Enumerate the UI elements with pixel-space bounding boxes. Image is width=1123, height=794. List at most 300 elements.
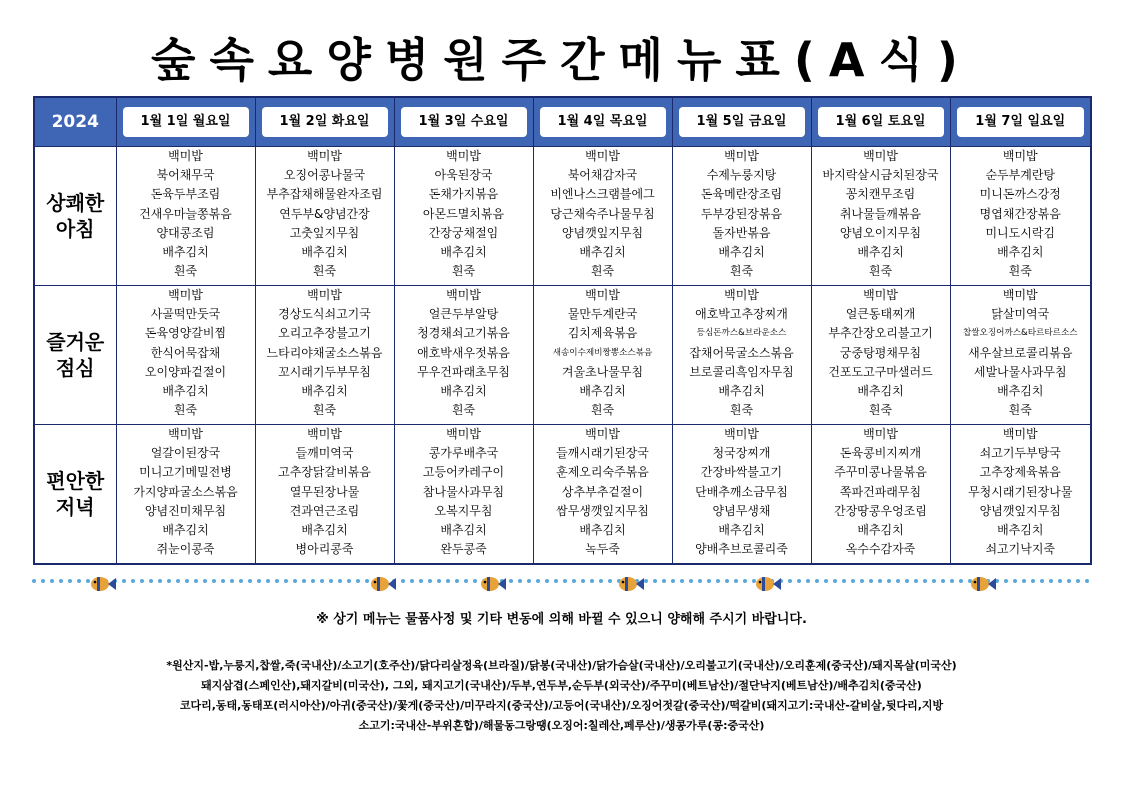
menu-item: 간장바싹불고기 [700,465,783,480]
bubble-dot [536,579,540,583]
bubble-dot [833,579,837,583]
menu-item: 느타리야채굴소스볶음 [266,345,383,360]
bubble-dot [518,579,522,583]
menu-item: 녹두죽 [585,542,620,557]
menu-item: 청경채쇠고기볶음 [417,326,510,341]
bubble-fish-decoration [30,572,1094,596]
fish-icon [91,577,116,591]
menu-item: 한식어묵잡채 [150,345,221,360]
menu-cell [533,286,672,425]
menu-item: 궁중탕평채무침 [839,345,922,360]
bubble-dot [941,579,945,583]
menu-cell [255,286,394,425]
menu-item: 흰죽 [312,403,337,418]
menu-item: 배추김치 [579,384,626,399]
menu-item: 애호박고추장찌개 [695,307,788,322]
bubble-dot [194,579,198,583]
bubble-dot [158,579,162,583]
menu-item: 비엔나스크램블에그 [550,187,655,202]
bubble-dot [464,579,468,583]
menu-cell [672,286,811,425]
menu-item: 단배추깨소금무침 [695,484,788,499]
menu-item: 흰죽 [1008,403,1032,418]
menu-item: 고추장제육볶음 [979,465,1061,480]
menu-item: 고추장닭갈비볶음 [278,465,371,480]
menu-item: 백미밥 [585,427,620,441]
menu-item: 백미밥 [585,288,620,302]
bubble-dot [644,579,648,583]
menu-item: 양념깻잎지무침 [561,225,644,240]
menu-item: 백미밥 [1002,427,1038,441]
menu-cell [811,147,950,286]
bubble-dot [896,579,900,583]
bubble-dot [689,579,693,583]
menu-item: 백미밥 [168,149,203,163]
bubble-dot [743,579,747,583]
bubble-dot [446,579,450,583]
bubble-dot [806,579,810,583]
bubble-dot [122,579,126,583]
menu-item: 고춧잎지무침 [289,225,360,240]
menu-item: 양념오이지무침 [839,225,922,240]
menu-cell [811,286,950,425]
bubble-dot [86,579,90,583]
menu-item: 새우살브로콜리볶음 [968,345,1073,360]
menu-item: 꼬시래기두부무침 [278,364,371,379]
menu-item: 닭살미역국 [991,307,1050,322]
menu-item: 배추김치 [579,523,626,538]
bubble-dot [221,579,225,583]
menu-item: 들깨시래기된장국 [556,446,649,461]
meal-row [34,286,1091,425]
menu-item: 돈채가지볶음 [428,187,499,202]
bubble-dot [131,579,135,583]
menu-cell [950,425,1091,565]
bubble-dot [797,579,801,583]
bubble-dot [347,579,351,583]
menu-item: 물만두계란국 [567,307,638,322]
bubble-dot [185,579,189,583]
bubble-dot [302,579,306,583]
bubble-dot [284,579,288,583]
menu-item: 간장궁채절임 [428,225,499,240]
date-header-row [34,97,1091,147]
menu-item: 백미밥 [724,427,759,441]
menu-item: 배추김치 [301,384,348,399]
menu-item: 열무된장나물 [289,484,360,499]
day-label: 1월 7일 일요일 [957,107,1085,137]
bubble-dot [680,579,684,583]
menu-item: 꽁치캔무조림 [845,187,916,202]
bubble-dot [950,579,954,583]
bubble-dot [68,579,72,583]
menu-item: 오리고추장불고기 [278,326,371,341]
menu-item: 부추잡채해물완자조림 [266,187,383,202]
menu-item: 배추김치 [718,523,765,538]
origin-line: 코다리,동태,동태포(러시아산)/아귀(중국산)/꽃게(중국산)/미꾸라지(중국산)/고등어(국내산)/오징어젓갈(중국산)/떡갈비(돼지고기:국내산-갈비살,뒷다리,지방 [179,699,944,712]
bubble-dot [653,579,657,583]
menu-item: 쪽파건파래무침 [839,484,922,499]
meal-label [34,425,116,565]
bubble-dot [905,579,909,583]
menu-item: 흰죽 [868,264,893,279]
menu-item: 경상도식쇠고기국 [278,307,371,322]
menu-cell [116,286,255,425]
menu-item: 쇠고기두부탕국 [979,446,1061,461]
bubble-dot [311,579,315,583]
day-label: 1월 3일 수요일 [401,107,527,137]
menu-item: 취나물들깨볶음 [839,206,922,221]
day-header [950,97,1091,147]
bubble-dot [878,579,882,583]
bubble-dot [212,579,216,583]
bubble-dot [887,579,891,583]
menu-item: 양념무생채 [712,503,771,518]
menu-item: 브로콜리흑임자무침 [689,364,794,379]
meal-label-line: 즐거운 [46,330,105,354]
menu-item: 오징어콩나물국 [283,168,366,183]
menu-item: 돈육메란장조림 [700,187,783,202]
bubble-dot [545,579,549,583]
weekly-menu-table [33,96,1092,565]
menu-item: 사골떡만둣국 [150,307,221,322]
menu-item: 백미밥 [724,149,759,163]
menu-item: 백미밥 [307,427,342,441]
menu-item: 등심돈까스&브라운소스 [696,328,787,339]
menu-item: 흰죽 [590,264,615,279]
menu-item: 세발나물사과무침 [973,364,1067,379]
bubble-dot [851,579,855,583]
meal-label-line: 점심 [55,356,95,380]
menu-item: 오이양파겉절이 [144,364,227,379]
day-label: 1월 4일 목요일 [540,107,666,137]
menu-item: 겨울초나물무침 [561,364,644,379]
menu-item: 흰죽 [729,264,754,279]
menu-body [34,147,1091,565]
day-header [116,97,255,147]
menu-item: 배추김치 [579,245,626,260]
bubble-dot [788,579,792,583]
menu-item: 배추김치 [857,245,904,260]
menu-item: 쥐눈이콩죽 [156,542,215,557]
menu-item: 흰죽 [312,264,337,279]
bubble-dot [437,579,441,583]
day-label: 1월 2일 화요일 [262,107,388,137]
bubble-dot [752,579,756,583]
menu-item: 김치제육볶음 [567,326,638,341]
bubble-dot [725,579,729,583]
menu-item: 배추김치 [162,523,209,538]
menu-item: 백미밥 [446,427,481,441]
bubble-dot [77,579,81,583]
menu-item: 새송이수제비짱뽕소스볶음 [552,347,653,358]
bubble-dot [671,579,675,583]
menu-item: 건새우마늘쫑볶음 [139,206,232,221]
menu-item: 아몬드멸치볶음 [422,206,505,221]
menu-cell [255,147,394,286]
meal-label-line: 편안한 [46,469,105,493]
menu-item: 백미밥 [446,288,481,302]
bubble-dot [527,579,531,583]
menu-cell [950,147,1091,286]
bubble-dot [410,579,414,583]
menu-item: 백미밥 [307,288,342,302]
menu-item: 배추김치 [718,384,765,399]
bubble-dots [32,579,1089,583]
bubble-dot [1067,579,1071,583]
bubble-dot [338,579,342,583]
bubble-dot [1049,579,1053,583]
bubble-dot [1058,579,1062,583]
menu-item: 배추김치 [440,245,487,260]
menu-item: 돈육영양갈비찜 [144,326,227,341]
menu-item: 배추김치 [997,245,1044,260]
bubble-dot [815,579,819,583]
bubble-dot [572,579,576,583]
bubble-dot [734,579,738,583]
menu-item: 돌자반볶음 [712,225,771,240]
menu-item: 미니돈까스강정 [979,187,1061,202]
bubble-dot [959,579,963,583]
menu-item: 양념진미채무침 [144,503,227,518]
menu-item: 흰죽 [1008,264,1032,279]
bubble-dot [590,579,594,583]
menu-item: 백미밥 [863,427,898,441]
menu-item: 돈육콩비지찌개 [839,446,922,461]
meal-label [34,286,116,425]
day-header [255,97,394,147]
menu-item: 훈제오리숙주볶음 [556,465,649,480]
fish-icon [756,577,781,591]
origin-line: 돼지삼겹(스페인산),돼지갈비(미국산), 그외, 돼지고기(국내산)/두부,연두부,순두부(외국산)/주꾸미(베트남산)/절단낙지(베트남산)/배추김치(중국산) [201,679,922,692]
fish-icon [371,577,396,591]
day-label: 1월 1일 월요일 [123,107,249,137]
menu-item: 배추김치 [718,245,765,260]
bubble-dot [698,579,702,583]
menu-cell [533,147,672,286]
menu-item: 미니고기메밀전병 [139,465,232,480]
menu-item: 두부강된장볶음 [700,206,783,221]
bubble-dot [41,579,45,583]
bubble-dot [1031,579,1035,583]
bubble-dot [563,579,567,583]
bubble-dot [662,579,666,583]
menu-item: 무청시래기된장나물 [968,484,1073,499]
menu-item: 흰죽 [173,264,198,279]
meal-label-line: 상쾌한 [46,191,105,215]
menu-item: 양념깻잎지무침 [979,503,1061,518]
menu-item: 순두부계란탕 [985,168,1056,183]
bubble-dot [608,579,612,583]
menu-item: 옥수수감자죽 [845,542,916,557]
menu-item: 오복지무침 [434,503,493,518]
day-header [533,97,672,147]
day-header [672,97,811,147]
menu-item: 백미밥 [168,288,203,302]
menu-item: 백미밥 [307,149,342,163]
bubble-dot [581,579,585,583]
menu-item: 연두부&양념간장 [279,206,370,221]
menu-item: 참나물사과무침 [422,484,505,499]
bubble-dot [248,579,252,583]
menu-item: 흰죽 [173,403,198,418]
menu-item: 가지양파굴소스볶음 [133,484,238,499]
menu-item: 배추김치 [162,384,209,399]
bubble-dot [140,579,144,583]
bubble-dot [401,579,405,583]
bubble-dot [50,579,54,583]
menu-item: 얼갈이된장국 [150,446,221,461]
bubble-dot [1076,579,1080,583]
menu-item: 백미밥 [585,149,620,163]
bubble-dot [716,579,720,583]
menu-item: 미니도시락김 [985,225,1056,240]
page-title: 숲속요양병원주간메뉴표(A식) [151,33,972,87]
notice-text: ※ 상기 메뉴는 물품사정 및 기타 변동에 의해 바뀔 수 있으니 양해해 주시기 바랍니다. [316,612,807,627]
menu-cell [533,425,672,565]
bubble-dot [1022,579,1026,583]
bubble-dot [824,579,828,583]
menu-item: 부추간장오리불고기 [828,326,933,341]
menu-item: 잡채어묵굴소스볶음 [689,345,794,360]
menu-item: 북어채감자국 [567,168,638,183]
bubble-dot [932,579,936,583]
bubble-dot [293,579,297,583]
menu-item: 백미밥 [1002,149,1038,163]
menu-item: 백미밥 [1002,288,1038,302]
menu-cell [672,425,811,565]
menu-item: 배추김치 [301,245,348,260]
menu-item: 배추김치 [857,523,904,538]
fish-icon [619,577,644,591]
meal-label [34,147,116,286]
menu-cell [394,425,533,565]
bubble-dot [239,579,243,583]
bubble-dot [509,579,513,583]
menu-item: 배추김치 [440,523,487,538]
day-label: 1월 6일 토요일 [818,107,944,137]
bubble-dot [419,579,423,583]
menu-item: 백미밥 [863,288,898,302]
menu-item: 애호박새우젓볶음 [417,345,510,360]
bubble-dot [428,579,432,583]
menu-item: 배추김치 [997,523,1044,538]
menu-item: 주꾸미콩나물볶음 [834,465,927,480]
bubble-dot [266,579,270,583]
bubble-dot [167,579,171,583]
bubble-dot [275,579,279,583]
menu-item: 배추김치 [997,384,1044,399]
menu-cell [394,286,533,425]
bubble-dot [176,579,180,583]
bubble-dot [59,579,63,583]
menu-item: 콩가루배추국 [428,446,499,461]
menu-item: 배추김치 [301,523,348,538]
bubble-dot [1085,579,1089,583]
menu-item: 청국장찌개 [712,446,771,461]
menu-item: 백미밥 [724,288,759,302]
bubble-dot [149,579,153,583]
menu-cell [116,425,255,565]
menu-cell [672,147,811,286]
bubble-dot [707,579,711,583]
origin-line: 소고기:국내산-부위혼합)/해물동그랑땡(오징어:칠레산,페루산)/생콩가루(콩:중국산) [358,719,765,732]
day-header [811,97,950,147]
meal-label-line: 저녁 [55,495,95,519]
meal-label-line: 아침 [55,217,95,241]
menu-cell [811,425,950,565]
menu-item: 무우건파래초무침 [417,364,510,379]
fish-icon [971,577,996,591]
day-header [394,97,533,147]
menu-item: 건포도고구마샐러드 [828,364,933,379]
menu-item: 흰죽 [868,403,893,418]
menu-item: 흰죽 [729,403,754,418]
bubble-dot [365,579,369,583]
menu-item: 병아리콩죽 [295,542,354,557]
menu-item: 백미밥 [446,149,481,163]
menu-item: 견과연근조림 [289,503,360,518]
day-label: 1월 5일 금요일 [679,107,805,137]
bubble-dot [356,579,360,583]
menu-cell [116,147,255,286]
meal-row [34,425,1091,565]
menu-item: 양배추브로콜리죽 [695,542,788,557]
menu-item: 찹쌀오징어까스&타르타르소스 [962,328,1078,339]
menu-item: 흰죽 [451,264,476,279]
bubble-dot [329,579,333,583]
menu-item: 수제누룽지탕 [706,168,777,183]
meal-row [34,147,1091,286]
bubble-dot [1040,579,1044,583]
menu-item: 명엽채간장볶음 [979,206,1061,221]
year-cell: 2024 [34,97,116,147]
menu-item: 들깨미역국 [295,446,354,461]
menu-item: 배추김치 [857,384,904,399]
bubble-dot [1004,579,1008,583]
bubble-dot [860,579,864,583]
menu-item: 아욱된장국 [434,168,493,183]
menu-item: 고등어카레구이 [422,465,505,480]
menu-item: 백미밥 [168,427,203,441]
bubble-dot [257,579,261,583]
bubble-dot [914,579,918,583]
menu-item: 얼큰동태찌개 [845,307,916,322]
bubble-dot [1013,579,1017,583]
menu-item: 바지락살시금치된장국 [822,168,939,183]
origin-line: *원산지-밥,누룽지,찹쌀,죽(국내산)/소고기(호주산)/닭다리살정육(브라질)/닭봉(국내산)/닭가슴살(국내산)/오리불고기(국내산)/오리훈제(중국산)/돼지목살(미국산) [166,659,957,672]
menu-item: 당근채숙주나물무침 [550,206,655,221]
bubble-dot [473,579,477,583]
menu-cell [950,286,1091,425]
menu-item: 양대콩조림 [156,225,215,240]
bubble-dot [32,579,36,583]
menu-cell [255,425,394,565]
origin-info [40,656,1083,736]
bubble-dot [230,579,234,583]
bubble-dot [842,579,846,583]
bubble-dot [869,579,873,583]
bubble-dot [455,579,459,583]
menu-item: 쌈무생깻잎지무침 [556,503,649,518]
menu-item: 얼큰두부알탕 [428,307,499,322]
bubble-dot [320,579,324,583]
menu-item: 배추김치 [162,245,209,260]
menu-item: 돈육두부조림 [150,187,221,202]
menu-item: 배추김치 [440,384,487,399]
menu-item: 흰죽 [590,403,615,418]
menu-item: 흰죽 [451,403,476,418]
